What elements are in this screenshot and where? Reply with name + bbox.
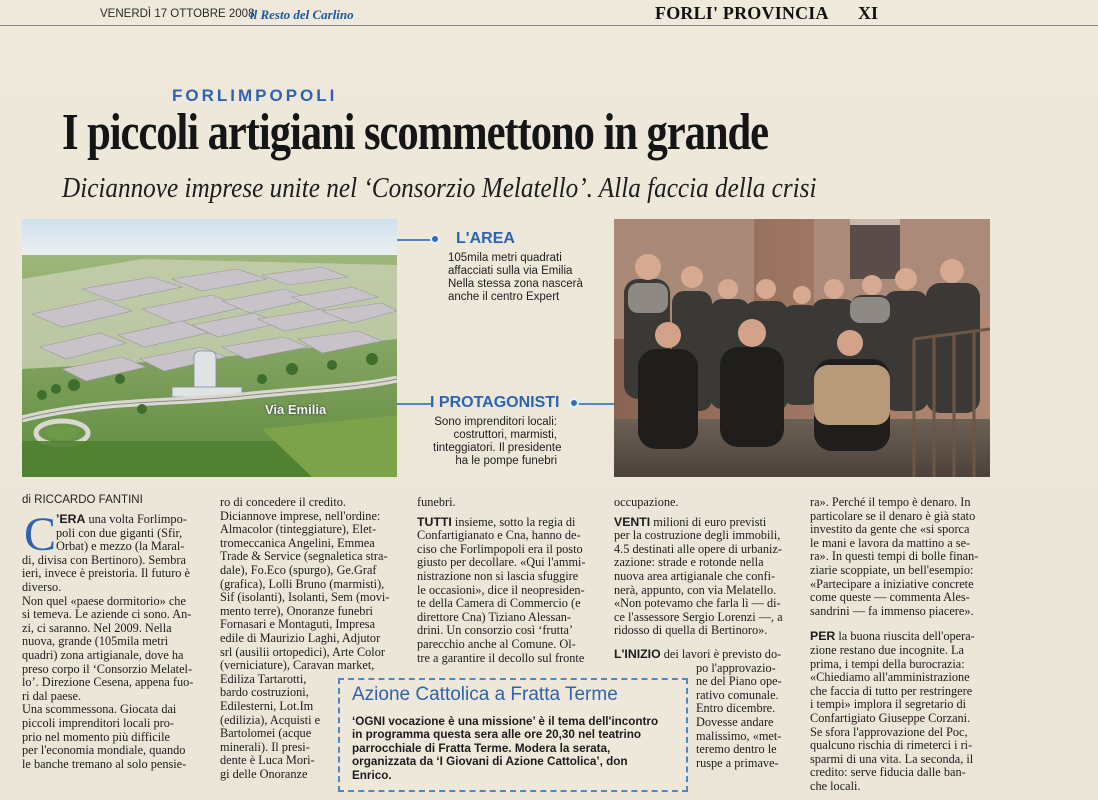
column-1 bbox=[22, 508, 207, 771]
column-5-line bbox=[810, 630, 1000, 644]
article-kicker: FORLIMPOPOLI bbox=[172, 86, 338, 105]
column-2-line: Bartolomei (acque bbox=[220, 726, 312, 741]
column-5-line: particolare se il denaro è già stato bbox=[810, 508, 976, 523]
lead-word: TUTTI bbox=[417, 514, 452, 529]
column-5-line: «Partecipare a iniziative concrete bbox=[810, 576, 974, 591]
line-text: milioni di euro previsti bbox=[650, 514, 767, 529]
drop-cap: C bbox=[24, 508, 57, 561]
protagonisti-text-line: tinteggiatori. Il presidente bbox=[433, 442, 562, 454]
render-illustration bbox=[22, 219, 397, 477]
column-3-line: drini. Un consorzio così ‘frutta’ bbox=[417, 623, 574, 638]
column-5-line: come queste — commenta Ales- bbox=[810, 590, 970, 605]
column-2-line: (edilizia), Acquisti e bbox=[220, 712, 321, 727]
column-3-line: funebri. bbox=[417, 495, 456, 509]
protagonisti-right-line bbox=[578, 403, 614, 405]
column-1-line: si temeva. Le aziende ci sono. An- bbox=[22, 607, 192, 622]
sidebar-news-box bbox=[338, 678, 688, 792]
column-3-line: nistrazione non si lascia sfuggire bbox=[417, 568, 579, 583]
column-4-line bbox=[614, 516, 799, 530]
protagonisti-text-line: ha le pompe funebri bbox=[455, 455, 557, 467]
protagonisti-callout-dot bbox=[569, 398, 579, 408]
column-4-line: zazione: strade e rotonde nella bbox=[614, 555, 764, 570]
column-2-line: dale), Fo.Eco (spurgo), Ge.Graf bbox=[220, 562, 377, 577]
column-5-line: i tempi» implora il segretario di bbox=[810, 697, 967, 712]
issue-date: VENERDÌ 17 OTTOBRE 2008 bbox=[100, 8, 255, 20]
newspaper-name: il Resto del Carlino bbox=[250, 7, 354, 22]
lead-word: ’ERA bbox=[56, 512, 86, 526]
column-5-line: ra». In questi tempi di bolle finan- bbox=[810, 549, 979, 564]
line-text: una volta Forlimpo- bbox=[85, 512, 187, 526]
sidebar-box-line: ‘OGNI vocazione è una missione’ è il tema dell'incontro bbox=[352, 715, 659, 728]
column-2-line: dente è Luca Mori- bbox=[220, 753, 315, 768]
area-callout-title: L'AREA bbox=[456, 230, 515, 247]
column-5-line: Confartigiato Giuseppe Corzani. bbox=[810, 710, 971, 725]
protagonisti-text-line: Sono imprenditori locali: bbox=[434, 416, 557, 428]
column-4-line: ruspe a primave- bbox=[696, 755, 779, 770]
column-2-line: srl (ausilii ortopedici), Arte Color bbox=[220, 644, 385, 659]
column-4-line: rativo comunale. bbox=[696, 687, 779, 702]
column-4-line: malissimo, «met- bbox=[696, 728, 782, 743]
column-4-line: Entro dicembre. bbox=[696, 701, 776, 716]
area-text-line: anche il centro Expert bbox=[448, 291, 560, 303]
line-text: insieme, sotto la regia di bbox=[451, 514, 576, 529]
column-5-line: zione restano due incognite. La bbox=[810, 642, 964, 657]
article-subhead: Diciannove imprese unite nel ‘Consorzio Melatello’. Alla faccia della crisi bbox=[62, 173, 817, 204]
column-5-line: Se sfora l'approvazione del Poc, bbox=[810, 724, 968, 739]
column-4-line: teremo dentro le bbox=[696, 742, 777, 757]
column-5 bbox=[810, 496, 1000, 793]
area-text-line: Nella stessa zona nascerà bbox=[448, 278, 583, 290]
column-2-line: minerali). Il presi- bbox=[220, 739, 310, 754]
column-3 bbox=[417, 496, 602, 665]
column-4-line bbox=[614, 648, 799, 662]
sidebar-box-line: Enrico. bbox=[352, 768, 392, 782]
area-callout-line bbox=[397, 239, 433, 241]
column-3-line: le occasioni», dice il neopresiden- bbox=[417, 582, 585, 597]
column-5-line: ra». Perché il tempo è denaro. In bbox=[810, 495, 971, 509]
column-2-line: (verniciature), Caravan market, bbox=[220, 658, 375, 673]
sidebar-box-text bbox=[352, 715, 658, 782]
column-2-line: Edilesterni, Lot.Im bbox=[220, 698, 314, 713]
column-1-line: zi, ci saranno. Nel 2009. Nella bbox=[22, 620, 172, 635]
column-5-line: qualcuno rischia di rimeterci i ri- bbox=[810, 738, 973, 753]
column-5-line: credito: serve fiducia dalle ban- bbox=[810, 765, 966, 780]
column-4-line: nerà, appunto, con via Melatello. bbox=[614, 582, 777, 597]
column-1-line: poli con due giganti (Sfir, bbox=[56, 525, 183, 540]
column-1-line: di, divisa con Bertinoro). Sembra bbox=[22, 552, 186, 567]
column-4-line: 4.5 destinati alle opere di urbaniz- bbox=[614, 541, 782, 556]
column-5-line: le mani e lavora da mattino a se- bbox=[810, 535, 971, 550]
section-title: FORLI' PROVINCIA bbox=[655, 3, 829, 23]
lead-word: VENTI bbox=[614, 514, 651, 529]
column-1-line: Una scommessona. Giocata dai bbox=[22, 702, 177, 717]
column-4-line: «Non potevamo che farla lì — di- bbox=[614, 596, 781, 611]
column-2-line: Ediliza Tartarotti, bbox=[220, 671, 307, 686]
lead-word: PER bbox=[810, 629, 836, 644]
column-5-line: «Chiediamo all'amministrazione bbox=[810, 670, 970, 685]
column-2-line: Sif (isolanti), Isolanti, Sem (movi- bbox=[220, 590, 390, 605]
aerial-render-image bbox=[22, 219, 397, 477]
column-2-line: edile di Maurizio Laghi, Adjutor bbox=[220, 630, 381, 645]
column-1-line: prio nel momento più difficile bbox=[22, 729, 170, 744]
column-2-line: (grafica), Lolli Bruno (marmisti), bbox=[220, 576, 385, 591]
column-3-line: tre a garantire il decollo sul fronte bbox=[417, 650, 585, 665]
area-text-line: 105mila metri quadrati bbox=[448, 252, 562, 264]
column-5-line: investito da gente che «si sporca bbox=[810, 522, 970, 537]
column-3-line: te della Camera di Commercio (e bbox=[417, 596, 581, 611]
column-1-line: Orbat) e mezzo (la Maral- bbox=[56, 539, 185, 554]
line-text: la buona riuscita dell'opera- bbox=[835, 629, 975, 644]
column-1-line: per l'economia mondiale, quando bbox=[22, 743, 186, 758]
column-4-line: ne del Piano ope- bbox=[696, 674, 782, 689]
protagonisti-left-line bbox=[397, 403, 431, 405]
area-callout-dot bbox=[430, 234, 440, 244]
column-5-line: prima, i tempi della burocrazia: bbox=[810, 656, 965, 671]
column-3-line: parecchio anche al Comune. Ol- bbox=[417, 636, 576, 651]
column-2-line: Fornasari e Montaguti, Impresa bbox=[220, 617, 376, 632]
column-1-line bbox=[22, 513, 207, 527]
column-4-line: ridosso di quella di Bertinoro». bbox=[614, 623, 768, 638]
column-1-line: quadri) zona artigianale, dove ha bbox=[22, 647, 184, 662]
page-number: XI bbox=[858, 3, 879, 23]
column-2-line: Diciannove imprese, nell'ordine: bbox=[220, 508, 381, 523]
column-4-line: nuova area artigianale che confi- bbox=[614, 568, 776, 583]
column-2-line: mento terre), Onoranze funebri bbox=[220, 603, 373, 618]
protagonisti-text-line: costruttori, marmisti, bbox=[453, 429, 557, 441]
group-photo-image bbox=[614, 219, 990, 477]
sidebar-box-title: Azione Cattolica a Fratta Terme bbox=[352, 684, 618, 705]
column-2-line: gi delle Onoranze bbox=[220, 766, 308, 781]
area-text-line: affacciati sulla via Emilia bbox=[448, 265, 573, 277]
article-headline: I piccoli artigiani scommettono in grande bbox=[62, 104, 768, 161]
column-1-line: le banche tremano al solo pensie- bbox=[22, 756, 187, 771]
column-3-line: direttore Cna) Tiziano Alessan- bbox=[417, 609, 572, 624]
column-2-line: tromeccanica Angelini, Emmea bbox=[220, 535, 375, 550]
via-emilia-label: Via Emilia bbox=[265, 402, 327, 417]
area-callout-text bbox=[448, 252, 583, 304]
column-2-line: bardo costruzioni, bbox=[220, 685, 309, 700]
column-1-line: ri dal paese. bbox=[22, 688, 82, 703]
group-photo-illustration bbox=[614, 219, 990, 477]
column-2-line: ro di concedere il credito. bbox=[220, 495, 346, 509]
column-1-line: Non quel «paese dormitorio» che bbox=[22, 593, 186, 608]
header-rule bbox=[0, 25, 1098, 26]
column-1-line: lo’. Direzione Cesena, appena fuo- bbox=[22, 675, 194, 690]
column-1-line: preso corpo il ‘Consorzio Melatel- bbox=[22, 661, 193, 676]
column-3-line bbox=[417, 516, 602, 530]
sidebar-box-line: in programma questa sera alle ore 20,30 nel teatrino bbox=[352, 728, 642, 742]
column-2-line: Almacolor (tinteggiature), Elet- bbox=[220, 522, 377, 537]
column-4-line: Dovesse andare bbox=[696, 714, 774, 729]
column-3-line: Confartigianato e Cna, hanno de- bbox=[417, 528, 581, 543]
sidebar-box-line: organizzata da ‘I Giovani di Azione Cattolica’, don bbox=[352, 755, 628, 769]
column-4-line: ce l'assessore Sergio Lorenzi —, a bbox=[614, 609, 783, 624]
column-3-line: giusto per decollare. «Qui l'ammi- bbox=[417, 555, 586, 570]
column-1-line: nuova, grande (105mila metri bbox=[22, 634, 169, 649]
column-1-line: piccoli imprenditori locali pro- bbox=[22, 715, 174, 730]
column-2-line: Trade & Service (segnaletica stra- bbox=[220, 549, 388, 564]
protagonisti-callout-title: I PROTAGONISTI bbox=[430, 394, 560, 411]
column-4-line: po l'approvazio- bbox=[696, 660, 776, 675]
column-5-line: ziarie scoppiate, un bell'esempio: bbox=[810, 562, 974, 577]
column-5-line: sandrini — fa immenso piacere». bbox=[810, 603, 974, 618]
column-5-line: sparmi di una vita. La seconda, il bbox=[810, 751, 974, 766]
protagonisti-callout-text bbox=[433, 416, 562, 468]
column-4-line: occupazione. bbox=[614, 495, 679, 509]
article-byline: di RICCARDO FANTINI bbox=[22, 494, 143, 506]
lead-word: L'INIZIO bbox=[614, 646, 661, 661]
line-text: dei lavori è previsto do- bbox=[660, 646, 782, 661]
column-1-line: diverso. bbox=[22, 579, 62, 594]
column-5-line: che faccia di tutto per restringere bbox=[810, 683, 973, 698]
sidebar-box-line: parrocchiale di Fratta Terme. Modera la serata, bbox=[352, 741, 611, 755]
column-4-line: per la costruzione degli immobili, bbox=[614, 528, 781, 543]
column-3-line: ciso che Forlimpopoli era il posto bbox=[417, 541, 583, 556]
column-1-line: ieri, invece è preistoria. Il futuro è bbox=[22, 566, 190, 581]
column-5-line: che locali. bbox=[810, 778, 861, 793]
